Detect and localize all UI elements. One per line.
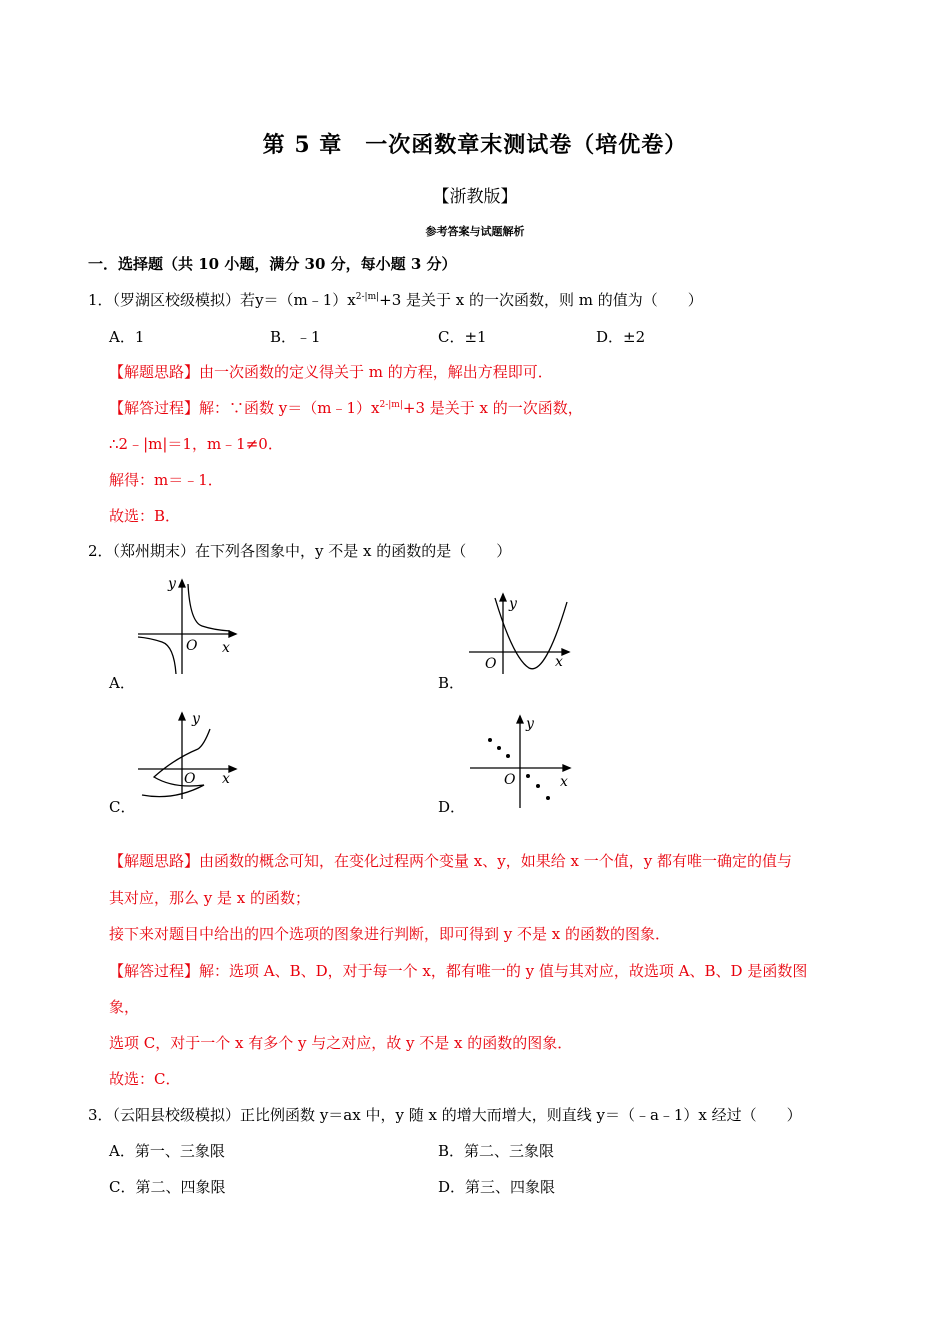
exponent: 2-|m| <box>355 292 380 302</box>
q2-answer: 故选：C． <box>109 1070 181 1088</box>
q2-thinking-3: 接下来对题目中给出的四个选项的图象进行判断，即可得到 y 不是 x 的函数的图象． <box>109 925 671 943</box>
question-text: （郑州期末）在下列各图象中，y 不是 x 的函数的是（ ） <box>112 542 512 560</box>
axis-x-label: x <box>222 640 230 656</box>
axis-x-label: x <box>555 654 563 670</box>
q2-thinking-2: 其对应，那么 y 是 x 的函数； <box>109 889 311 907</box>
data-point <box>497 746 501 750</box>
exponent: 2-|m| <box>379 400 403 410</box>
q2-thinking-1 <box>109 850 792 871</box>
data-point <box>546 796 550 800</box>
question-number: 1． <box>88 291 113 309</box>
origin-label: O <box>485 656 497 672</box>
process-text: 解：选项 A、B、D，对于每一个 x，都有唯一的 y 值与其对应，故选项 A、B、D 是函数图 <box>199 962 808 980</box>
expression-tail: +3 是关于 x 的一次函数，则 m 的值为（ ） <box>379 291 703 309</box>
axis-y-label: y <box>526 716 534 732</box>
edition-label: 【浙教版】 <box>432 187 518 207</box>
graph-d-label: D． <box>438 798 466 816</box>
axis-y-label: y <box>168 576 176 592</box>
q2-process-1 <box>109 960 807 981</box>
question-number: 3． <box>88 1106 113 1124</box>
option-d: D．±2 <box>596 328 646 346</box>
graph-d <box>466 710 576 810</box>
thinking-tag: 【解题思路】 <box>109 363 200 381</box>
graph-b-label: B． <box>438 674 465 692</box>
section-heading: 一．选择题（共 10 小题，满分 30 分，每小题 3 分） <box>88 255 457 273</box>
origin-label: O <box>184 771 196 787</box>
origin-label: O <box>186 638 198 654</box>
question-1-stem <box>88 289 703 310</box>
graph-a <box>132 570 242 680</box>
graph-a-label: A． <box>109 674 135 692</box>
question-text: （云阳县校级模拟）正比例函数 y＝ax 中，y 随 x 的增大而增大，则直线 y＝（﹣a﹣1）x 经过（ ） <box>112 1106 802 1124</box>
graph-b <box>465 590 575 680</box>
thinking-text: 由函数的概念可知，在变化过程两个变量 x、y，如果给 x 一个值，y 都有唯一确定的值与 <box>199 852 792 870</box>
q3-option-b: B．第二、三象限 <box>438 1142 555 1160</box>
answer-subheading: 参考答案与试题解析 <box>425 225 525 238</box>
page-title: 第 5 章 一次函数章末测试卷（培优卷） <box>262 132 688 158</box>
expression: y＝（m﹣1）x <box>255 291 356 309</box>
axis-x-label: x <box>560 774 568 790</box>
question-3-stem <box>88 1104 802 1125</box>
graph-c-label: C． <box>109 798 136 816</box>
process-tag: 【解答过程】 <box>109 962 200 980</box>
data-point <box>536 784 540 788</box>
q1-answer: 故选：B． <box>109 507 181 525</box>
option-a: A．1 <box>109 328 145 346</box>
q3-option-d: D．第三、四象限 <box>438 1178 556 1196</box>
origin-label: O <box>504 772 516 788</box>
process-tag: 【解答过程】 <box>109 399 200 417</box>
option-c: C．±1 <box>438 328 487 346</box>
q1-process <box>109 397 583 418</box>
data-point <box>506 754 510 758</box>
q1-step-2: 解得：m＝﹣1． <box>109 471 223 489</box>
process-text-tail: +3 是关于 x 的一次函数， <box>402 399 583 417</box>
thinking-text: 由一次函数的定义得关于 m 的方程，解出方程即可． <box>199 363 553 381</box>
graph-c <box>134 705 244 805</box>
question-source: （罗湖区校级模拟）若 <box>112 291 256 309</box>
axis-y-label: y <box>509 596 517 612</box>
data-point <box>488 738 492 742</box>
q1-thinking <box>109 361 553 382</box>
q1-step-1: ∴2﹣|m|＝1，m﹣1≠0． <box>109 435 283 453</box>
question-2-stem <box>88 540 511 561</box>
q3-option-a: A．第一、三象限 <box>109 1142 225 1160</box>
axis-x-label: x <box>222 771 230 787</box>
q3-option-c: C．第二、四象限 <box>109 1178 226 1196</box>
process-text: 解：∵函数 y＝（m﹣1）x <box>199 399 380 417</box>
thinking-tag: 【解题思路】 <box>109 852 200 870</box>
data-point <box>526 774 530 778</box>
option-b: B．﹣1 <box>270 328 321 346</box>
question-number: 2． <box>88 542 113 560</box>
q2-process-2: 象， <box>109 998 140 1016</box>
axis-y-label: y <box>192 711 200 727</box>
q2-process-3: 选项 C，对于一个 x 有多个 y 与之对应，故 y 不是 x 的函数的图象． <box>109 1034 573 1052</box>
